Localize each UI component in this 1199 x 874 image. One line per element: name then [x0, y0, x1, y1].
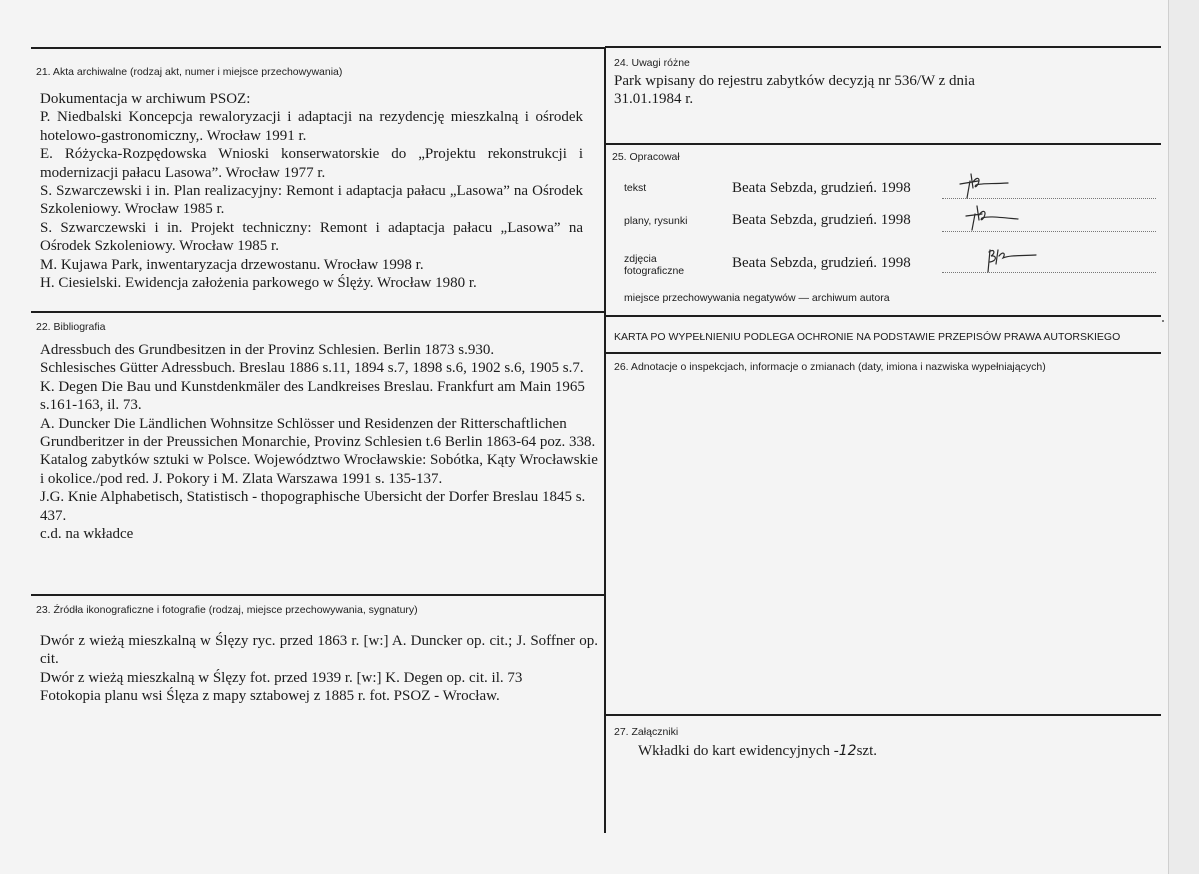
signature-mark [956, 168, 1016, 202]
section-22-body [40, 341, 598, 543]
bibliography-item: Schlesisches Gütter Adressbuch. Breslau 1886 s.11, 1894 s.7, 1898 s.6, 1902 s.6, 1905 s.7. [40, 360, 584, 377]
negatives-storage: miejsce przechowywania negatywów — archiwum autora [624, 292, 890, 304]
section-21-item: S. Szwarczewski i in. Projekt techniczny: Remont i adaptacja pałacu „Lasowa” na Ośrodek Szkoleniowy. Wrocław 1985 r. [40, 219, 583, 255]
row-value-text: Beata Sebzda, grudzień. 1998 [732, 180, 911, 196]
signature-mark [962, 202, 1022, 236]
section-25-header: 25. Opracował [612, 151, 680, 163]
rule-27 [605, 714, 1161, 716]
rule-copyright [605, 315, 1161, 317]
bibliography-item: K. Degen Die Bau und Kunstdenkmäler des Landkreises Breslau. Frankfurt am Main 1965 s.161-163, il. 73. [40, 378, 585, 414]
copyright-notice: KARTA PO WYPEŁNIENIU PODLEGA OCHRONIE NA PODSTAWIE PRZEPISÓW PRAWA AUTORSKIEGO [614, 331, 1121, 343]
section-27-header: 27. Załączniki [614, 726, 679, 738]
bibliography-item: Adressbuch des Grundbesitzen in der Provinz Schlesien. Berlin 1873 s.930. [40, 342, 495, 358]
row-label-plans: plany, rysunki [624, 215, 688, 227]
bibliography-item: J.G. Knie Alphabetisch, Statistisch - thopographische Ubersicht der Dorfer Breslau 1845 s. 437. [40, 489, 586, 524]
section-21-body [40, 90, 583, 292]
row-value-photos: Beata Sebzda, grudzień. 1998 [732, 255, 911, 271]
rule-25 [605, 143, 1161, 145]
attachments-text [638, 743, 877, 760]
section-23-body [40, 632, 598, 706]
bibliography-continuation: c.d. na wkładce [40, 526, 134, 543]
row-label-photos: zdjęcia fotograficzne [624, 253, 685, 277]
rule-26 [605, 352, 1161, 354]
rule-22 [31, 311, 605, 313]
section-21-item: M. Kujawa Park, inwentaryzacja drzewostanu. Wrocław 1998 r. [40, 256, 424, 273]
row-value-plans: Beata Sebzda, grudzień. 1998 [732, 212, 911, 228]
attachments-count-handwritten: 12 [838, 743, 857, 759]
iconography-item: Fotokopia planu wsi Ślęza z mapy sztabowej z 1885 r. fot. PSOZ - Wrocław. [40, 688, 500, 705]
top-rule-right [605, 46, 1161, 48]
bibliography-item: Katalog zabytków sztuki w Polsce. Województwo Wrocławskie: Sobótka, Kąty Wrocławskie i okolice./pod red. J. Pokory i M. Zlata Warszawa 1991 s. 135-137. [40, 452, 598, 487]
section-24-text: Park wpisany do rejestru zabytków decyzją nr 536/W z dnia 31.01.1984 r. [614, 73, 975, 108]
attachments-suffix: szt. [856, 743, 878, 759]
section-21-item: P. Niedbalski Koncepcja rewaloryzacji i adaptacji na rezydencję mieszkalną i ośrodek hotelowo-gastronomiczny,. Wrocław 1991 r. [40, 109, 583, 144]
section-21-item: S. Szwarczewski i in. Plan realizacyjny: Remont i adaptacja pałacu „Lasowa” na Ośrodek Szkoleniowy. Wrocław 1985 r. [40, 183, 583, 218]
bibliography-item: A. Duncker Die Ländlichen Wohnsitze Schlösser und Residenzen der Ritterschaftlichen Grundberitzer in der Preussichen Monarchie, Provinz Schlesien t.6 Berlin 1863-64 poz. 338. [40, 415, 596, 451]
section-26-header: 26. Adnotacje o inspekcjach, informacje o zmianach (daty, imiona i nazwiska wypełniających) [614, 361, 1046, 373]
section-21-intro: Dokumentacja w archiwum PSOZ: [40, 91, 251, 107]
paper-speck [1162, 320, 1164, 322]
section-23-header: 23. Źródła ikonograficzne i fotografie (rodzaj, miejsce przechowywania, sygnatury) [36, 604, 418, 616]
rule-23 [31, 594, 605, 596]
section-24-header: 24. Uwagi różne [614, 57, 690, 69]
iconography-item: Dwór z wieżą mieszkalną w Ślęzy fot. przed 1939 r. [w:] K. Degen op. cit. il. 73 [40, 669, 523, 686]
section-21-item: H. Ciesielski. Ewidencja założenia parkowego w Ślęży. Wrocław 1980 r. [40, 275, 477, 292]
iconography-item: Dwór z wieżą mieszkalną w Ślęzy ryc. przed 1863 r. [w:] A. Duncker op. cit.; J. Soffner op. cit. [40, 633, 598, 668]
section-21-header: 21. Akta archiwalne (rodzaj akt, numer i miejsce przechowywania) [36, 66, 343, 78]
section-22-header: 22. Bibliografia [36, 321, 106, 333]
section-21-item: E. Różycka-Rozpędowska Wnioski konserwatorskie do „Projektu rekonstrukcji i modernizacji pałacu Lasowa”. Wrocław 1977 r. [40, 146, 583, 181]
signature-line [942, 272, 1156, 273]
row-label-text: tekst [624, 182, 647, 194]
top-rule-left [31, 47, 605, 49]
signature-mark [980, 242, 1042, 276]
attachments-prefix: Wkładki do kart ewidencyjnych - [638, 743, 839, 759]
